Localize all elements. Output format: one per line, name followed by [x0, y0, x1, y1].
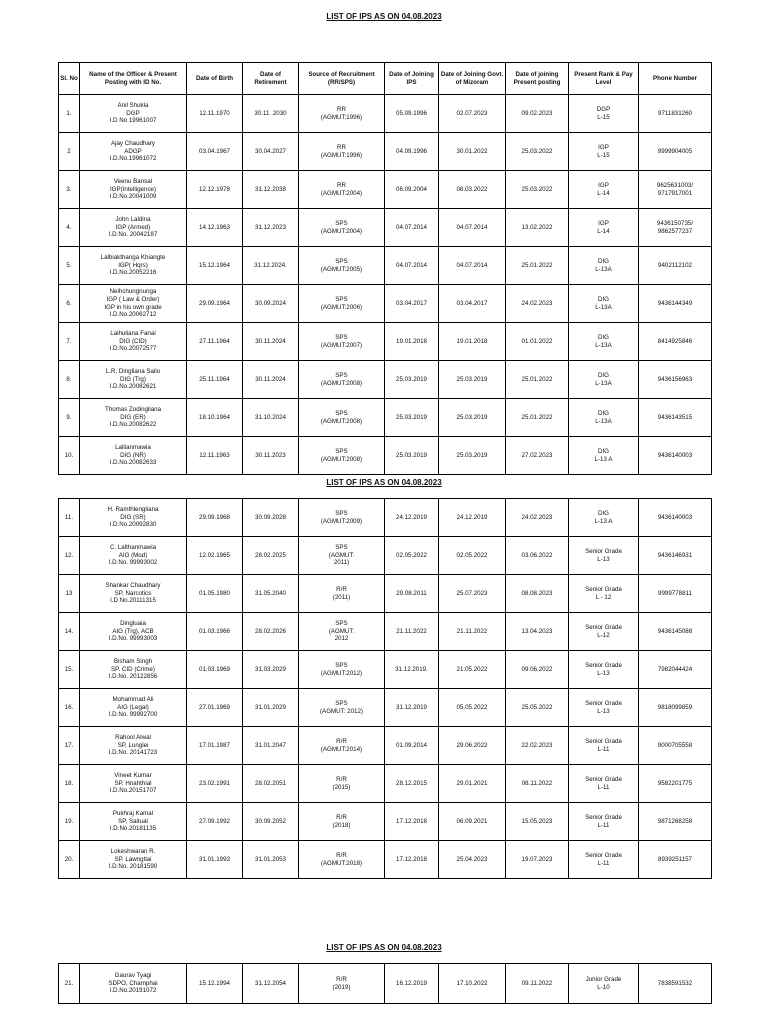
dob-cell: 03.04.1967 [187, 133, 243, 171]
rank-cell: DIG L-13A [569, 323, 639, 361]
source-cell: SPS (AGMUT:2007) [299, 323, 385, 361]
officer-name-cell: H. Ramthlengliana DIG (SR) I.D.No.20092830 [80, 499, 187, 537]
table-row [59, 841, 712, 879]
dob-cell: 12.02.1965 [187, 537, 243, 575]
sl-no-cell: 17. [59, 727, 80, 765]
rank-cell: DIG L-13A [569, 285, 639, 323]
joining-govt-cell: 05.05.2022 [439, 689, 506, 727]
source-cell: RR (AGMUT:2004) [299, 171, 385, 209]
joining-ips-cell: 03.04.2017 [385, 285, 439, 323]
source-cell: R/R (2018) [299, 803, 385, 841]
joining-present-cell: 25.03.2022 [506, 133, 569, 171]
rank-cell: Senior Grade L-11 [569, 727, 639, 765]
rank-cell: Senior Grade L-11 [569, 803, 639, 841]
source-cell: R/R (2019) [299, 964, 385, 1004]
retirement-cell: 31.03.2029 [243, 651, 299, 689]
joining-govt-cell: 30.01.2022 [439, 133, 506, 171]
table-row [59, 613, 712, 651]
sl-no-cell: 11. [59, 499, 80, 537]
joining-govt-cell: 25.03.2019 [439, 361, 506, 399]
header-joining-ips: Date of Joining IPS [385, 63, 439, 95]
officer-name-cell: Anil Shukla DGP I.D No 19961007 [80, 95, 187, 133]
retirement-cell: 28.02.2025 [243, 537, 299, 575]
joining-present-cell: 15.05.2023 [506, 803, 569, 841]
rank-cell: Senior Grade L - 12 [569, 575, 639, 613]
source-cell: SPS (AGMUT:2012) [299, 651, 385, 689]
phone-cell: 9436144349 [639, 285, 712, 323]
phone-cell: 9436150735/ 9862577237 [639, 209, 712, 247]
table-row [59, 361, 712, 399]
sl-no-cell: 12. [59, 537, 80, 575]
retirement-cell: 30.09.2024 [243, 285, 299, 323]
source-cell: SPS (AGMUT: 2012) [299, 689, 385, 727]
dob-cell: 27.09.1992 [187, 803, 243, 841]
joining-ips-cell: 25.03.2019 [385, 361, 439, 399]
officer-name-cell: Dingluaia AIG (Trg), ACB I.D.No. 99993003 [80, 613, 187, 651]
dob-cell: 15.12.1964 [187, 247, 243, 285]
dob-cell: 23.02.1991 [187, 765, 243, 803]
officer-name-cell: Lalbiakthanga Khiangte IGP( Hqrs) I.D.No.20052216 [80, 247, 187, 285]
joining-govt-cell: 24.12.2019 [439, 499, 506, 537]
joining-govt-cell: 29.01.2021 [439, 765, 506, 803]
source-cell: SPS (AGMUT:2005) [299, 247, 385, 285]
table-row [59, 209, 712, 247]
source-cell: R/R (AGMUT:2018) [299, 841, 385, 879]
sl-no-cell: 1. [59, 95, 80, 133]
rank-cell: Senior Grade L-12 [569, 613, 639, 651]
dob-cell: 12.11.1963 [187, 437, 243, 475]
sl-no-cell: 9. [59, 399, 80, 437]
header-name: Name of the Officer & Present Posting with ID No. [80, 63, 187, 95]
officers-table-3 [58, 963, 712, 1004]
rank-cell: Senior Grade L-13 [569, 537, 639, 575]
officer-name-cell: Shankar Chaudhary SP, Narcotics I.D No.20111315 [80, 575, 187, 613]
phone-cell: 9436145088 [639, 613, 712, 651]
retirement-cell: 31.10.2024 [243, 399, 299, 437]
table-row [59, 323, 712, 361]
retirement-cell: 31.05.2040 [243, 575, 299, 613]
retirement-cell: 31.01.2047 [243, 727, 299, 765]
table-row [59, 803, 712, 841]
officer-name-cell: Mohammad Ali AIG (Legal) I.D.No. 99992700 [80, 689, 187, 727]
sl-no-cell: 15. [59, 651, 80, 689]
dob-cell: 18.10.1964 [187, 399, 243, 437]
joining-ips-cell: 17.12.2018 [385, 841, 439, 879]
source-cell: SPS (AGMUT:2009) [299, 499, 385, 537]
source-cell: SPS (AGMUT:2004) [299, 209, 385, 247]
rank-cell: DIG L-13A [569, 399, 639, 437]
sl-no-cell: 20. [59, 841, 80, 879]
sl-no-cell: 5. [59, 247, 80, 285]
phone-cell: 9871268258 [639, 803, 712, 841]
table-row [59, 651, 712, 689]
source-cell: R/R (2015) [299, 765, 385, 803]
header-retirement: Date of Retirement [243, 63, 299, 95]
retirement-cell: 31.12.2054 [243, 964, 299, 1004]
dob-cell: 29.09.1964 [187, 285, 243, 323]
table-row [59, 133, 712, 171]
sl-no-cell: 16. [59, 689, 80, 727]
officer-name-cell: Lokeshwaran R. SP. Lawngtlai I.D.No. 20181590 [80, 841, 187, 879]
retirement-cell: 31.12.2024. [243, 247, 299, 285]
phone-cell: 9436140003 [639, 437, 712, 475]
officers-table-2-wrap [58, 498, 711, 879]
joining-govt-cell: 29.06.2022 [439, 727, 506, 765]
rank-cell: DIG L-13A [569, 361, 639, 399]
officer-name-cell: Thomas Zodingliana DIG (ER) I.D.No.20082622 [80, 399, 187, 437]
table-row [59, 437, 712, 475]
sl-no-cell: 21. [59, 964, 80, 1004]
table-1-body [59, 95, 712, 475]
rank-cell: DIG L-13 A [569, 437, 639, 475]
dob-cell: 01.03.1969 [187, 651, 243, 689]
rank-cell: Senior Grade L-13 [569, 689, 639, 727]
phone-cell: 9711831260 [639, 95, 712, 133]
rank-cell: DIG L-13A [569, 247, 639, 285]
header-row [59, 63, 712, 95]
joining-present-cell: 08.11.2022 [506, 765, 569, 803]
officer-name-cell: Bisham Singh SP. CID (Crime) I.D.No. 20122856 [80, 651, 187, 689]
dob-cell: 27.11.1964 [187, 323, 243, 361]
joining-present-cell: 24.02.2023 [506, 499, 569, 537]
joining-ips-cell: 17.12.2018 [385, 803, 439, 841]
joining-ips-cell: 25.03.2019 [385, 399, 439, 437]
source-cell: SPS (AGMUT: 2011) [299, 537, 385, 575]
list-title-2: LIST OF IPS AS ON 04.08.2023 [326, 478, 442, 487]
retirement-cell: 28.02.2026 [243, 613, 299, 651]
dob-cell: 12.11.1970 [187, 95, 243, 133]
sl-no-cell: 19. [59, 803, 80, 841]
joining-present-cell: 01.01.2022 [506, 323, 569, 361]
joining-ips-cell: 06.09.2004 [385, 171, 439, 209]
dob-cell: 31.01.1993 [187, 841, 243, 879]
joining-present-cell: 09.02.2023 [506, 95, 569, 133]
header-source: Source of Recruitment (RR/SPS) [299, 63, 385, 95]
phone-cell: 8414925846 [639, 323, 712, 361]
joining-govt-cell: 02.07.2023 [439, 95, 506, 133]
joining-ips-cell: 05.09.1996 [385, 95, 439, 133]
joining-govt-cell: 25.07.2023 [439, 575, 506, 613]
header-joining-govt: Date of Joining Govt. of Mizoram [439, 63, 506, 95]
sl-no-cell: 2 [59, 133, 80, 171]
retirement-cell: 30.11.2023 [243, 437, 299, 475]
joining-govt-cell: 21.05.2022 [439, 651, 506, 689]
officers-table-3-wrap [58, 963, 711, 1004]
phone-cell: 9402112102 [639, 247, 712, 285]
source-cell: SPS (AGMUT:2008) [299, 361, 385, 399]
dob-cell: 27.01.1969 [187, 689, 243, 727]
joining-ips-cell: 01.09.2014 [385, 727, 439, 765]
joining-present-cell: 24.02.2023 [506, 285, 569, 323]
joining-govt-cell: 21.11.2022 [439, 613, 506, 651]
dob-cell: 25.11.1964 [187, 361, 243, 399]
retirement-cell: 30.04.2027 [243, 133, 299, 171]
joining-ips-cell: 24.12.2019 [385, 499, 439, 537]
retirement-cell: 31.01.2029 [243, 689, 299, 727]
joining-govt-cell: 04.07.2014 [439, 247, 506, 285]
joining-govt-cell: 06.09.2021 [439, 803, 506, 841]
retirement-cell: 31.01.2053 [243, 841, 299, 879]
officer-name-cell: Laihuliana Fanai DIG (CID) I.D.No.20072577 [80, 323, 187, 361]
retirement-cell: 30.11.2024 [243, 361, 299, 399]
dob-cell: 01.05.1980 [187, 575, 243, 613]
joining-present-cell: 03.06.2022 [506, 537, 569, 575]
source-cell: SPS (AGMUT:2008) [299, 437, 385, 475]
dob-cell: 29.09.1968 [187, 499, 243, 537]
rank-cell: IGP L-14 [569, 209, 639, 247]
retirement-cell: 30.11.2024 [243, 323, 299, 361]
dob-cell: 15.12.1994 [187, 964, 243, 1004]
joining-present-cell: 25.05.2022 [506, 689, 569, 727]
officer-name-cell: L.R. Dingliana Sailo DIG (Trg) I.D.No.20082621 [80, 361, 187, 399]
joining-present-cell: 09.11.2022 [506, 964, 569, 1004]
joining-present-cell: 19.07.2023 [506, 841, 569, 879]
joining-ips-cell: 04.09.1996 [385, 133, 439, 171]
retirement-cell: 30.11 .2030 [243, 95, 299, 133]
source-cell: SPS (AGMUT:2006) [299, 285, 385, 323]
table-row [59, 499, 712, 537]
officer-name-cell: Ajay Chaudhary ADGP I.D.No.19961072 [80, 133, 187, 171]
phone-cell: 9436143515 [639, 399, 712, 437]
dob-cell: 14.12.1963 [187, 209, 243, 247]
table-2-body [59, 499, 712, 879]
header-sl-no: Sl. No [59, 63, 80, 95]
sl-no-cell: 14. [59, 613, 80, 651]
retirement-cell: 30.09.2052 [243, 803, 299, 841]
joining-present-cell: 09.06.2022 [506, 651, 569, 689]
joining-ips-cell: 25.03.2019 [385, 437, 439, 475]
sl-no-cell: 8. [59, 361, 80, 399]
joining-present-cell: 22.02.2023 [506, 727, 569, 765]
phone-cell: 8939251157 [639, 841, 712, 879]
sl-no-cell: 10. [59, 437, 80, 475]
joining-present-cell: 25.01.2022 [506, 247, 569, 285]
joining-ips-cell: 21.11.2022 [385, 613, 439, 651]
joining-govt-cell: 19.01.2018 [439, 323, 506, 361]
list-title-3: LIST OF IPS AS ON 04.08.2023 [326, 943, 442, 952]
rank-cell: DGP L-15 [569, 95, 639, 133]
header-phone: Phone Number [639, 63, 712, 95]
phone-cell: 9999778811 [639, 575, 712, 613]
table-row [59, 964, 712, 1004]
officer-name-cell: John Laldina IGP (Armed) I.D.No. 20042187 [80, 209, 187, 247]
joining-present-cell: 13.04.2023 [506, 613, 569, 651]
header-joining-present: Date of joining Present posting [506, 63, 569, 95]
officer-name-cell: Vineet Kumar SP, Hnahthial I.D.No.20151707 [80, 765, 187, 803]
phone-cell: 7982044424 [639, 651, 712, 689]
source-cell: R/R (2011) [299, 575, 385, 613]
joining-ips-cell: 16.12.2019 [385, 964, 439, 1004]
officer-name-cell: Veenu Bansal IGP(Intelligence) I.D.No.20041009 [80, 171, 187, 209]
officer-name-cell: C. Lalthanmawia AIG (Mod) I.D.No. 99993002 [80, 537, 187, 575]
table-row [59, 285, 712, 323]
joining-ips-cell: 29.08.2011 [385, 575, 439, 613]
dob-cell: 01.03.1966 [187, 613, 243, 651]
table-row [59, 765, 712, 803]
officer-name-cell: Gaurav Tyagi SDPO, Champhai I.D.No.20191072 [80, 964, 187, 1004]
list-title-1: LIST OF IPS AS ON 04.08.2023 [326, 12, 442, 21]
sl-no-cell: 13 [59, 575, 80, 613]
sl-no-cell: 18. [59, 765, 80, 803]
joining-govt-cell: 03.04.2017 [439, 285, 506, 323]
table-row [59, 575, 712, 613]
source-cell: SPS (AGMUT:2008) [299, 399, 385, 437]
table-row [59, 247, 712, 285]
phone-cell: 9436156963 [639, 361, 712, 399]
retirement-cell: 28.02.2051 [243, 765, 299, 803]
phone-cell: 9625631003/ 9717917001 [639, 171, 712, 209]
joining-govt-cell: 02.05.2022 [439, 537, 506, 575]
retirement-cell: 30.09.2028 [243, 499, 299, 537]
table-3-body [59, 964, 712, 1004]
source-cell: RR (AGMUT:1996) [299, 95, 385, 133]
retirement-cell: 31.12.2023 [243, 209, 299, 247]
phone-cell: 7838591532 [639, 964, 712, 1004]
rank-cell: Senior Grade L-13 [569, 651, 639, 689]
joining-present-cell: 25.01.2022 [506, 399, 569, 437]
phone-cell: 9000705558 [639, 727, 712, 765]
officer-name-cell: Pukhraj Kamal SP, Saitual I.D.No.20181135 [80, 803, 187, 841]
rank-cell: Senior Grade L-11 [569, 765, 639, 803]
rank-cell: DIG L-13 A [569, 499, 639, 537]
phone-cell: 9818099859 [639, 689, 712, 727]
source-cell: SPS (AGMUT: 2012 [299, 613, 385, 651]
officers-table-1-wrap [58, 62, 711, 475]
phone-cell: 9436146931 [639, 537, 712, 575]
officer-name-cell: Lallianmawia DIG (NR) I.D.No.20082633 [80, 437, 187, 475]
joining-ips-cell: 04.07.2014 [385, 247, 439, 285]
joining-ips-cell: 31.12.2019. [385, 651, 439, 689]
officers-table-1 [58, 62, 712, 475]
retirement-cell: 31.12.2038 [243, 171, 299, 209]
officer-name-cell: Rahool Alwal SP, Lunglei I.D.No. 20141723 [80, 727, 187, 765]
table-row [59, 399, 712, 437]
dob-cell: 17.01.1987 [187, 727, 243, 765]
joining-govt-cell: 25.04.2023 [439, 841, 506, 879]
officer-name-cell: Neihchungnunga IGP ( Law & Order) IGP in his own grade I.D.No.20062712 [80, 285, 187, 323]
dob-cell: 12.12.1978 [187, 171, 243, 209]
source-cell: RR (AGMUT:1996) [299, 133, 385, 171]
table-row [59, 171, 712, 209]
joining-govt-cell: 25.03.2019 [439, 437, 506, 475]
joining-govt-cell: 17.10.2022 [439, 964, 506, 1004]
table-row [59, 727, 712, 765]
rank-cell: IGP L-15 [569, 133, 639, 171]
sl-no-cell: 3. [59, 171, 80, 209]
table-row [59, 95, 712, 133]
rank-cell: Junior Grade L-10 [569, 964, 639, 1004]
rank-cell: IGP L-14 [569, 171, 639, 209]
sl-no-cell: 7. [59, 323, 80, 361]
joining-ips-cell: 31.12.2019 [385, 689, 439, 727]
joining-present-cell: 27.02.2023 [506, 437, 569, 475]
joining-present-cell: 25.01.2022 [506, 361, 569, 399]
joining-present-cell: 25.03.2022 [506, 171, 569, 209]
phone-cell: 9582201775 [639, 765, 712, 803]
joining-govt-cell: 04.07.2014 [439, 209, 506, 247]
phone-cell: 9999904005 [639, 133, 712, 171]
header-dob: Date of Birth [187, 63, 243, 95]
joining-govt-cell: 25.03.2019 [439, 399, 506, 437]
rank-cell: Senior Grade L-11 [569, 841, 639, 879]
header-rank: Present Rank & Pay Level [569, 63, 639, 95]
joining-present-cell: 13.02.2022 [506, 209, 569, 247]
joining-ips-cell: 28.12.2015 [385, 765, 439, 803]
table-row [59, 689, 712, 727]
joining-ips-cell: 04.07.2014 [385, 209, 439, 247]
officers-table-2 [58, 498, 712, 879]
table-row [59, 537, 712, 575]
joining-present-cell: 08.08.2023 [506, 575, 569, 613]
phone-cell: 9436140003 [639, 499, 712, 537]
source-cell: R/R (AGMUT:2014) [299, 727, 385, 765]
sl-no-cell: 4. [59, 209, 80, 247]
joining-ips-cell: 19.01.2018 [385, 323, 439, 361]
sl-no-cell: 6. [59, 285, 80, 323]
joining-ips-cell: 02.05.2022 [385, 537, 439, 575]
joining-govt-cell: 08.03.2022 [439, 171, 506, 209]
